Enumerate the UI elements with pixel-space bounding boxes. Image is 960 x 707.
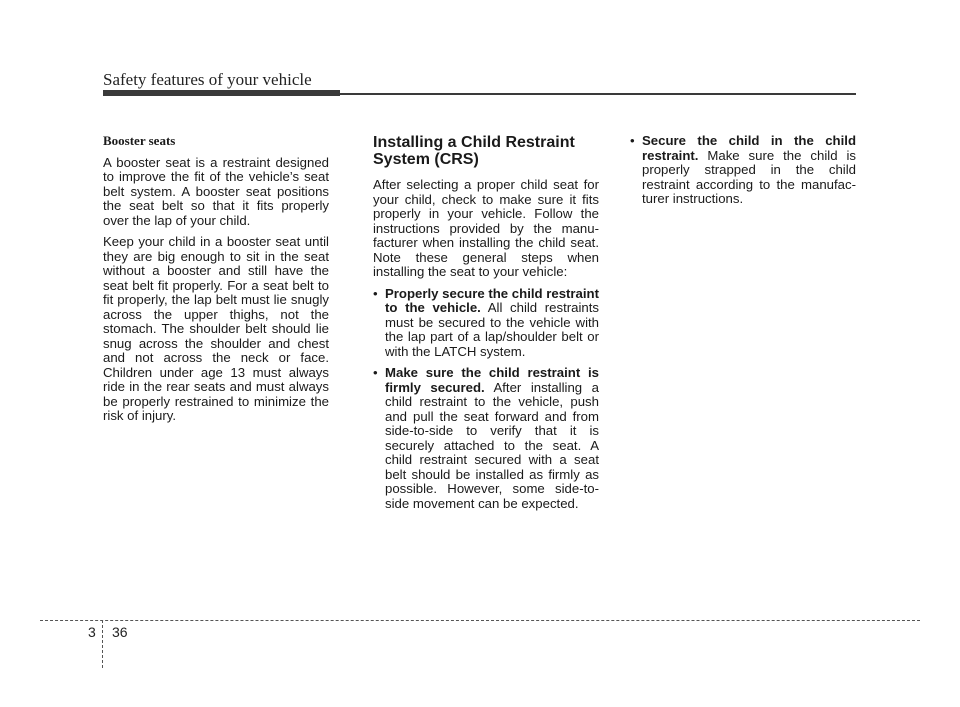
step-bold-lead: Make sure the child restraint is firmly secured. [385, 365, 599, 395]
list-item [373, 287, 599, 360]
list-item [630, 134, 856, 207]
bullet-icon: • [373, 365, 378, 380]
crs-heading: Installing a Child Restraint System (CRS) [373, 134, 575, 168]
column-continued [630, 134, 856, 214]
page-number: 36 [112, 624, 128, 640]
booster-seats-heading: Booster seats [103, 133, 176, 148]
crs-intro: After selecting a proper child seat for your child, check to make sure it fits properly in your vehicle. Follow the instructions provided by the manu-facturer when installing the child seat. Note these general steps when installing the seat to your vehicle: [373, 177, 599, 279]
bullet-icon: • [630, 133, 635, 148]
chapter-number: 3 [88, 624, 96, 640]
step-text: Make sure the child is properly strapped in the child restraint according to the manufac-turer instructions. [642, 147, 856, 206]
footer-divider [102, 620, 103, 668]
header-rule [340, 93, 856, 95]
step-text: All child restraints must be secured to the vehicle with the lap part of a lap/shoulder belt or with the LATCH system. [385, 300, 599, 359]
crs-steps-list [373, 287, 599, 512]
booster-paragraph-1: A booster seat is a restraint designed to improve the fit of the vehicle’s seat belt system. A booster seat positions the seat belt so that it fits properly over the lap of your child. [103, 154, 329, 228]
list-item [373, 366, 599, 511]
header-accent-bar [103, 90, 340, 96]
column-installing-crs [373, 134, 599, 518]
step-bold-lead: Properly secure the child restraint to the vehicle. [385, 285, 600, 315]
step-text: After installing a child restraint to the vehicle, push and pull the seat forward and from side-to-side to verify that it is securely attached to the seat. A child restraint secured with a seat belt should be installed as firmly as possible. However, some side-to-side movement can be expected. [385, 379, 599, 511]
footer-rule [40, 620, 920, 621]
crs-steps-list-continued [630, 134, 856, 207]
booster-paragraph-2: Keep your child in a booster seat until they are big enough to sit in the seat without a booster and still have the seat belt fit properly. For a seat belt to fit properly, the lap belt must lie snugly across the upper thighs, not the stomach. The shoulder belt should lie snug across the shoulder and chest and not across the neck or face. Children under age 13 must always ride in the rear seats and must always be properly restrained to minimize the risk of injury. [103, 234, 329, 423]
column-booster-seats [103, 134, 329, 431]
page-header-title: Safety features of your vehicle [103, 70, 312, 89]
bullet-icon: • [373, 285, 378, 301]
step-bold-lead: Secure the child in the child restraint. [642, 133, 856, 163]
